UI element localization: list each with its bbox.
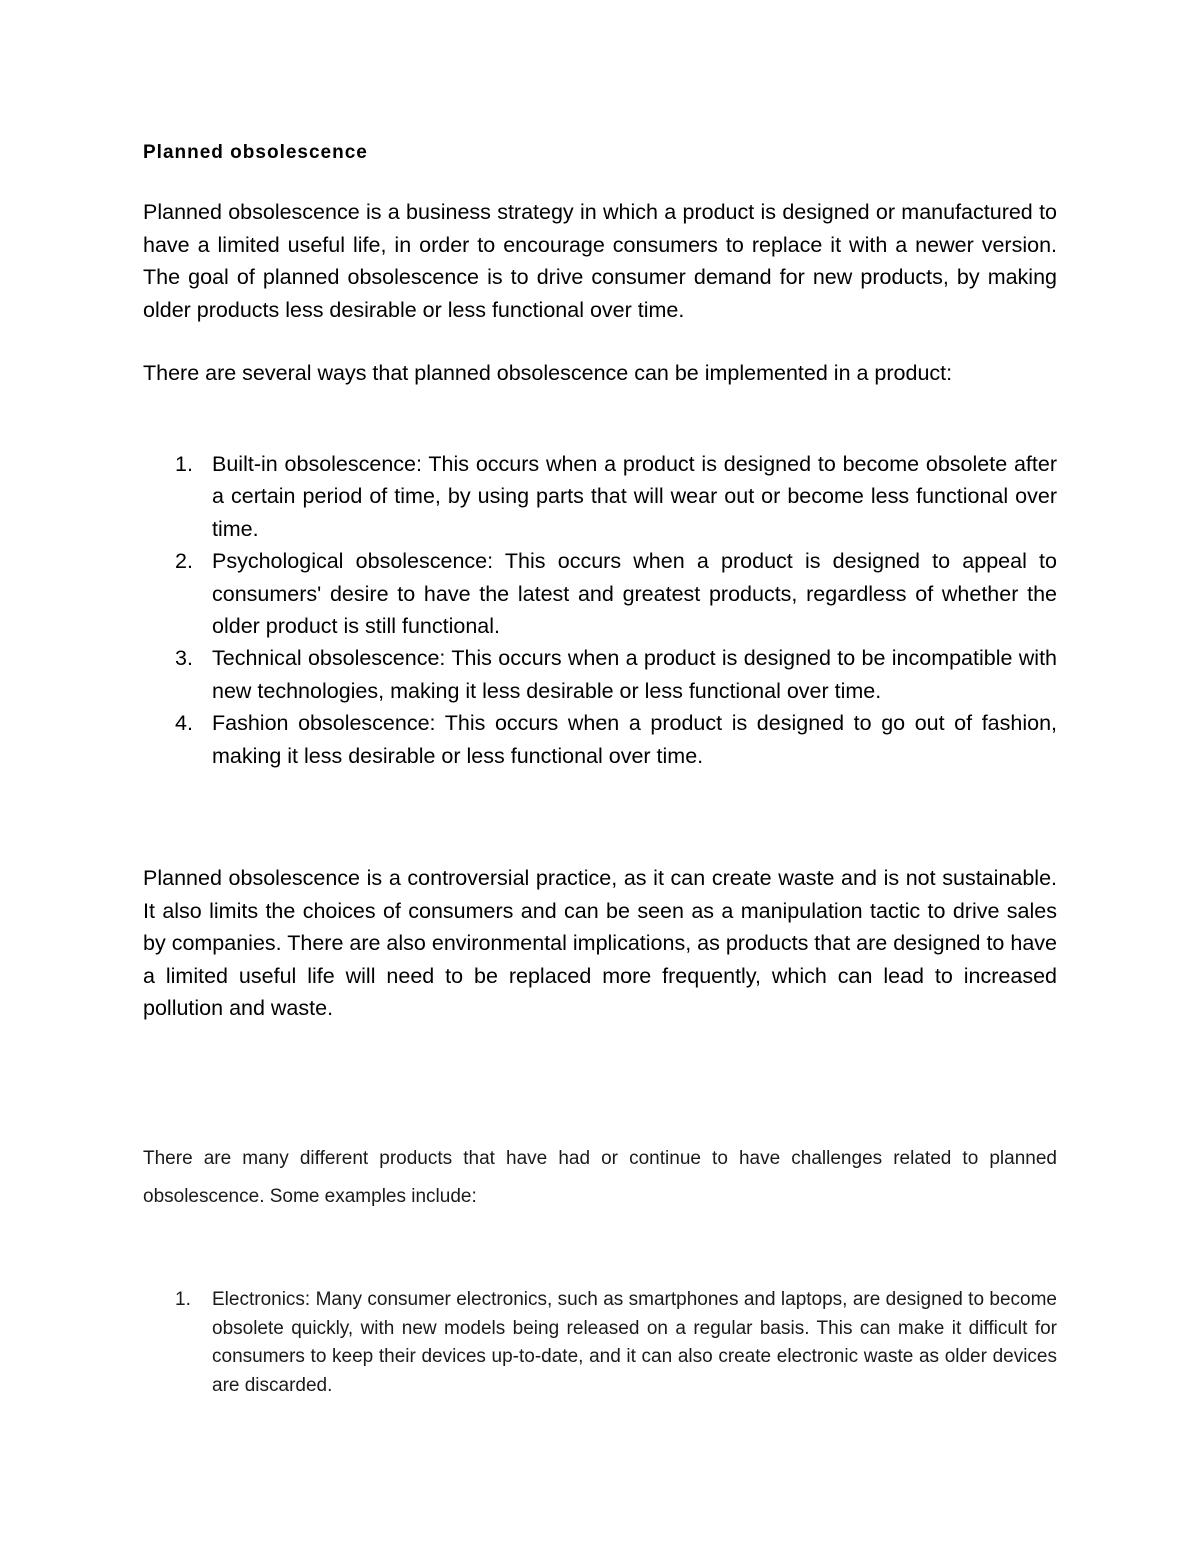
document-title: Planned obsolescence xyxy=(143,142,368,163)
list-item-text: Psychological obsolescence: This occurs when a product is designed to appeal to consumers' desire to have the latest and greatest products, regardless of whether the older product is still functional. xyxy=(212,549,1057,639)
list-item-text: Electronics: Many consumer electronics, such as smartphones and laptops, are designed to become obsolete quickly, with new models being released on a regular basis. This can make it difficult for consumers to keep their devices up-to-date, and it can also create electronic waste as older devices are discarded. xyxy=(212,1289,1057,1396)
list-item xyxy=(143,448,1057,545)
intro-paragraph: Planned obsolescence is a business strategy in which a product is designed or manufactured to have a limited useful life, in order to encourage consumers to replace it with a newer version. The goal of planned obsolescence is to drive consumer demand for new products, by making older products less desirable or less functional over time. xyxy=(143,200,1057,322)
list-item-number: 2. xyxy=(175,549,193,574)
controversy-paragraph: Planned obsolescence is a controversial practice, as it can create waste and is not sustainable. It also limits the choices of consumers and can be seen as a manipulation tactic to drive sales by companies. There are also environmental implications, as products that are designed to have a limited useful life will need to be replaced more frequently, which can lead to increased pollution and waste. xyxy=(143,866,1057,1020)
list-item xyxy=(143,1286,1057,1400)
list-item xyxy=(143,707,1057,772)
ways-intro-paragraph: There are several ways that planned obsolescence can be implemented in a product: xyxy=(143,361,953,385)
examples-intro-paragraph: There are many different products that have had or continue to have challenges related to planned obsolescence. Some examples include: xyxy=(143,1148,1057,1207)
ways-list xyxy=(143,448,1057,772)
document-page xyxy=(143,0,1057,1553)
list-item-number: 3. xyxy=(175,646,193,671)
list-item-number: 1. xyxy=(175,1289,191,1310)
examples-list xyxy=(143,1286,1057,1400)
list-item xyxy=(143,642,1057,707)
list-item-number: 1. xyxy=(175,452,193,476)
list-item-number: 4. xyxy=(175,711,193,736)
list-item-text: Built-in obsolescence: This occurs when a product is designed to become obsolete after a certain period of time, by using parts that will wear out or become less functional over time. xyxy=(212,452,1057,541)
list-item-text: Fashion obsolescence: This occurs when a product is designed to go out of fashion, making it less desirable or less functional over time. xyxy=(212,711,1057,768)
list-item xyxy=(143,545,1057,642)
list-item-text: Technical obsolescence: This occurs when a product is designed to be incompatible with new technologies, making it less desirable or less functional over time. xyxy=(212,646,1057,703)
